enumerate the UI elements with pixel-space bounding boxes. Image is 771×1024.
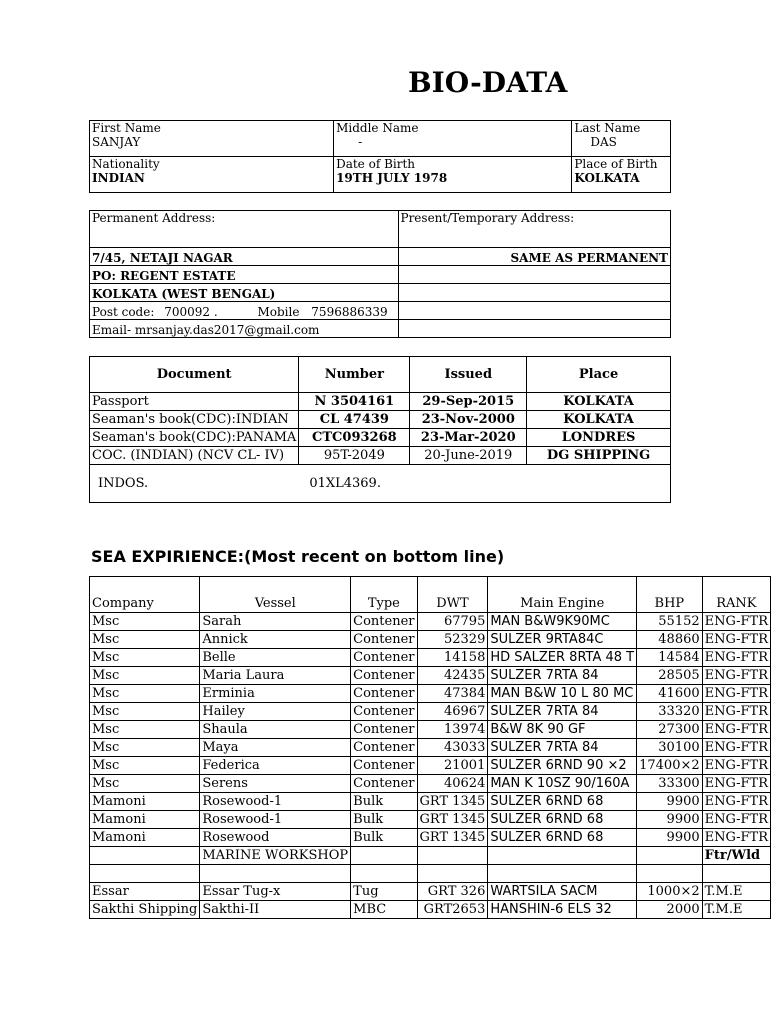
sea-company-cell: Msc — [90, 631, 200, 649]
postcode-row — [90, 302, 399, 320]
table-row — [90, 685, 771, 703]
sea-bhp-cell: 27300 — [637, 721, 703, 739]
doc-name: COC. (INDIAN) (NCV CL- IV) — [90, 447, 299, 465]
sea-vessel-cell: Annick — [200, 631, 351, 649]
address-line-1: 7/45, NETAJI NAGAR — [90, 248, 399, 266]
email: Email- mrsanjay.das2017@gmail.com — [90, 320, 399, 338]
sea-rank-cell: ENG-FTR — [702, 739, 770, 757]
pob-cell — [572, 157, 671, 193]
doc-place: KOLKATA — [527, 411, 671, 429]
sea-company-cell: Msc — [90, 757, 200, 775]
first-name-label: First Name — [92, 121, 161, 135]
table-row — [90, 721, 771, 739]
sea-vessel-cell: Erminia — [200, 685, 351, 703]
sea-type-cell: Tug — [351, 883, 417, 901]
sea-experience-title: SEA EXPIRIENCE:(Most recent on bottom line) — [91, 547, 505, 566]
sea-type-cell: Contener — [351, 757, 417, 775]
sea-company-cell: Msc — [90, 667, 200, 685]
sea-bhp-cell: 1000×2 — [637, 883, 703, 901]
sea-rank-cell: ENG-FTR — [702, 631, 770, 649]
sea-engine-cell: SULZER 6RND 68 — [488, 811, 637, 829]
sea-bhp-cell: 9900 — [637, 829, 703, 847]
sea-type-cell: Contener — [351, 613, 417, 631]
sea-engine-cell: MAN B&W9K90MC — [488, 613, 637, 631]
sea-company-cell — [90, 847, 200, 865]
dob-cell — [334, 157, 572, 193]
nationality-cell — [90, 157, 334, 193]
doc-number: CTC093268 — [299, 429, 410, 447]
sea-engine-cell: SULZER 9RTA84C — [488, 631, 637, 649]
sea-bhp-cell: 41600 — [637, 685, 703, 703]
document-row — [90, 393, 671, 411]
sea-type-cell: Contener — [351, 631, 417, 649]
table-row — [90, 631, 771, 649]
sea-engine-cell — [488, 847, 637, 865]
sea-rank-cell: ENG-FTR — [702, 811, 770, 829]
sea-dwt-cell: 13974 — [417, 721, 488, 739]
table-row — [90, 883, 771, 901]
sea-type-cell: Bulk — [351, 811, 417, 829]
present-address-label: Present/Temporary Address: — [398, 211, 671, 248]
sea-engine-cell: HANSHIN-6 ELS 32 — [488, 901, 637, 919]
sea-engine-cell: WARTSILA SACM — [488, 883, 637, 901]
sea-rank-cell: ENG-FTR — [702, 685, 770, 703]
sea-dwt-cell: 14158 — [417, 649, 488, 667]
address-line-3: KOLKATA (WEST BENGAL) — [90, 284, 399, 302]
sea-engine-cell: HD SALZER 8RTA 48 T — [488, 649, 637, 667]
sea-dwt-cell: 47384 — [417, 685, 488, 703]
last-name-value: DAS — [590, 135, 617, 149]
sea-bhp-cell: 30100 — [637, 739, 703, 757]
table-row — [90, 829, 771, 847]
table-row — [90, 775, 771, 793]
doc-issued: 23-Mar-2020 — [410, 429, 527, 447]
sea-bhp-cell: 2000 — [637, 901, 703, 919]
sea-company-cell: Msc — [90, 703, 200, 721]
sea-engine-cell: SULZER 6RND 68 — [488, 793, 637, 811]
sea-type-cell: Contener — [351, 685, 417, 703]
sea-type-cell: Contener — [351, 667, 417, 685]
sea-dwt-cell: GRT 1345 — [417, 829, 488, 847]
sea-engine-cell: MAN K 10SZ 90/160A — [488, 775, 637, 793]
sea-rank-cell: ENG-FTR — [702, 649, 770, 667]
documents-table — [89, 356, 671, 503]
sea-company-cell: Mamoni — [90, 793, 200, 811]
doc-name: Seaman's book(CDC):INDIAN — [90, 411, 299, 429]
doc-issued: 29-Sep-2015 — [410, 393, 527, 411]
sea-engine-cell: SULZER 6RND 68 — [488, 829, 637, 847]
doc-number: 95T-2049 — [299, 447, 410, 465]
sea-bhp-cell: 9900 — [637, 811, 703, 829]
indos-value: 01XL4369. — [309, 476, 381, 491]
sea-bhp-cell: 55152 — [637, 613, 703, 631]
doc-number: CL 47439 — [299, 411, 410, 429]
postcode-value: 700092 . — [164, 305, 218, 319]
table-row — [90, 667, 771, 685]
middle-name-value: - — [358, 135, 363, 149]
doc-header-document: Document — [90, 357, 299, 393]
doc-number: N 3504161 — [299, 393, 410, 411]
sea-dwt-cell: 67795 — [417, 613, 488, 631]
sea-bhp-cell: 33300 — [637, 775, 703, 793]
doc-place: LONDRES — [527, 429, 671, 447]
sea-dwt-cell: GRT 1345 — [417, 793, 488, 811]
sea-dwt-cell — [417, 847, 488, 865]
sea-dwt-cell: 40624 — [417, 775, 488, 793]
doc-header-issued: Issued — [410, 357, 527, 393]
first-name-value: SANJAY — [92, 135, 141, 149]
sea-company-cell: Msc — [90, 739, 200, 757]
sea-rank-cell: T.M.E — [702, 883, 770, 901]
sea-header-bhp: BHP — [637, 577, 703, 613]
sea-rank-cell: T.M.E — [702, 901, 770, 919]
middle-name-label: Middle Name — [336, 121, 419, 135]
sea-company-cell: Mamoni — [90, 829, 200, 847]
last-name-label: Last Name — [574, 121, 641, 135]
sea-header-dwt: DWT — [417, 577, 488, 613]
sea-rank-cell: Ftr/Wld — [702, 847, 770, 865]
sea-bhp-cell: 17400×2 — [637, 757, 703, 775]
dob-label: Date of Birth — [336, 157, 416, 171]
sea-dwt-cell: 43033 — [417, 739, 488, 757]
sea-engine-cell: SULZER 6RND 90 ×2 — [488, 757, 637, 775]
sea-vessel-cell: Rosewood-1 — [200, 793, 351, 811]
table-row — [90, 649, 771, 667]
last-name-cell — [572, 121, 671, 157]
table-row — [90, 793, 771, 811]
table-row — [90, 901, 771, 919]
sea-dwt-cell — [417, 865, 488, 883]
sea-header-rank: RANK — [702, 577, 770, 613]
sea-bhp-cell: 28505 — [637, 667, 703, 685]
sea-vessel-cell: Maya — [200, 739, 351, 757]
sea-bhp-cell — [637, 847, 703, 865]
table-row — [90, 703, 771, 721]
sea-rank-cell: ENG-FTR — [702, 667, 770, 685]
sea-type-cell — [351, 865, 417, 883]
sea-engine-cell: SULZER 7RTA 84 — [488, 667, 637, 685]
present-address-value: SAME AS PERMANENT — [398, 248, 671, 266]
sea-vessel-cell: Federica — [200, 757, 351, 775]
sea-dwt-cell: GRT 326 — [417, 883, 488, 901]
sea-company-cell: Mamoni — [90, 811, 200, 829]
sea-company-cell: Msc — [90, 721, 200, 739]
sea-company-cell: Essar — [90, 883, 200, 901]
indos-label: INDOS. — [98, 476, 149, 491]
sea-rank-cell: ENG-FTR — [702, 613, 770, 631]
empty-cell — [398, 320, 671, 338]
sea-rank-cell: ENG-FTR — [702, 757, 770, 775]
sea-type-cell: Contener — [351, 721, 417, 739]
sea-vessel-cell: Sakthi-II — [200, 901, 351, 919]
sea-company-cell: Msc — [90, 613, 200, 631]
sea-vessel-cell — [200, 865, 351, 883]
sea-dwt-cell: 21001 — [417, 757, 488, 775]
permanent-address-label: Permanent Address: — [90, 211, 399, 248]
sea-header-engine: Main Engine — [488, 577, 637, 613]
middle-name-cell — [334, 121, 572, 157]
sea-dwt-cell: 52329 — [417, 631, 488, 649]
empty-cell — [398, 266, 671, 284]
sea-bhp-cell: 33320 — [637, 703, 703, 721]
sea-vessel-cell: Shaula — [200, 721, 351, 739]
sea-vessel-cell: Maria Laura — [200, 667, 351, 685]
sea-type-cell: Contener — [351, 775, 417, 793]
sea-company-cell: Msc — [90, 649, 200, 667]
sea-header-vessel: Vessel — [200, 577, 351, 613]
doc-place: DG SHIPPING — [527, 447, 671, 465]
sea-company-cell: Sakthi Shipping — [90, 901, 200, 919]
sea-company-cell — [90, 865, 200, 883]
sea-vessel-cell: Serens — [200, 775, 351, 793]
table-row — [90, 811, 771, 829]
table-row — [90, 739, 771, 757]
mobile-label: Mobile — [257, 305, 300, 319]
pob-label: Place of Birth — [574, 157, 658, 171]
address-table — [89, 210, 671, 338]
sea-rank-cell: ENG-FTR — [702, 793, 770, 811]
mobile-value: 7596886339 — [311, 305, 388, 319]
sea-vessel-cell: Sarah — [200, 613, 351, 631]
personal-details-table — [89, 120, 671, 193]
page-title: BIO-DATA — [408, 66, 568, 99]
doc-name: Seaman's book(CDC):PANAMA — [90, 429, 299, 447]
sea-rank-cell — [702, 865, 770, 883]
sea-vessel-cell: Hailey — [200, 703, 351, 721]
doc-issued: 20-June-2019 — [410, 447, 527, 465]
sea-type-cell: Bulk — [351, 829, 417, 847]
sea-dwt-cell: GRT 1345 — [417, 811, 488, 829]
sea-experience-table — [89, 576, 771, 919]
sea-type-cell: Contener — [351, 649, 417, 667]
sea-bhp-cell: 9900 — [637, 793, 703, 811]
document-row — [90, 447, 671, 465]
indos-row — [90, 465, 671, 503]
sea-experience-rows — [90, 613, 771, 919]
sea-rank-cell: ENG-FTR — [702, 721, 770, 739]
sea-engine-cell: B&W 8K 90 GF — [488, 721, 637, 739]
sea-bhp-cell: 48860 — [637, 631, 703, 649]
dob-value: 19TH JULY 1978 — [336, 171, 448, 185]
sea-bhp-cell: 14584 — [637, 649, 703, 667]
sea-engine-cell: MAN B&W 10 L 80 MC — [488, 685, 637, 703]
sea-type-cell: Contener — [351, 739, 417, 757]
sea-engine-cell: SULZER 7RTA 84 — [488, 739, 637, 757]
table-row — [90, 613, 771, 631]
sea-vessel-cell: Rosewood-1 — [200, 811, 351, 829]
doc-place: KOLKATA — [527, 393, 671, 411]
sea-company-cell: Msc — [90, 775, 200, 793]
sea-vessel-cell: MARINE WORKSHOP — [200, 847, 351, 865]
sea-engine-cell: SULZER 7RTA 84 — [488, 703, 637, 721]
sea-header-type: Type — [351, 577, 417, 613]
document-row — [90, 411, 671, 429]
sea-rank-cell: ENG-FTR — [702, 703, 770, 721]
nationality-value: INDIAN — [92, 171, 145, 185]
table-row — [90, 865, 771, 883]
sea-rank-cell: ENG-FTR — [702, 829, 770, 847]
table-row — [90, 847, 771, 865]
nationality-label: Nationality — [92, 157, 160, 171]
doc-header-place: Place — [527, 357, 671, 393]
sea-type-cell: MBC — [351, 901, 417, 919]
sea-vessel-cell: Rosewood — [200, 829, 351, 847]
first-name-cell — [90, 121, 334, 157]
sea-engine-cell — [488, 865, 637, 883]
empty-cell — [398, 302, 671, 320]
sea-bhp-cell — [637, 865, 703, 883]
sea-type-cell: Bulk — [351, 793, 417, 811]
sea-header-company: Company — [90, 577, 200, 613]
sea-rank-cell: ENG-FTR — [702, 775, 770, 793]
sea-dwt-cell: 42435 — [417, 667, 488, 685]
empty-cell — [398, 284, 671, 302]
sea-dwt-cell: GRT2653 — [417, 901, 488, 919]
postcode-label: Post code: — [92, 305, 155, 319]
sea-company-cell: Msc — [90, 685, 200, 703]
sea-dwt-cell: 46967 — [417, 703, 488, 721]
doc-issued: 23-Nov-2000 — [410, 411, 527, 429]
document-row — [90, 429, 671, 447]
address-line-2: PO: REGENT ESTATE — [90, 266, 399, 284]
sea-vessel-cell: Essar Tug-x — [200, 883, 351, 901]
doc-name: Passport — [90, 393, 299, 411]
doc-header-number: Number — [299, 357, 410, 393]
sea-type-cell — [351, 847, 417, 865]
sea-vessel-cell: Belle — [200, 649, 351, 667]
table-row — [90, 757, 771, 775]
sea-type-cell: Contener — [351, 703, 417, 721]
pob-value: KOLKATA — [574, 171, 640, 185]
